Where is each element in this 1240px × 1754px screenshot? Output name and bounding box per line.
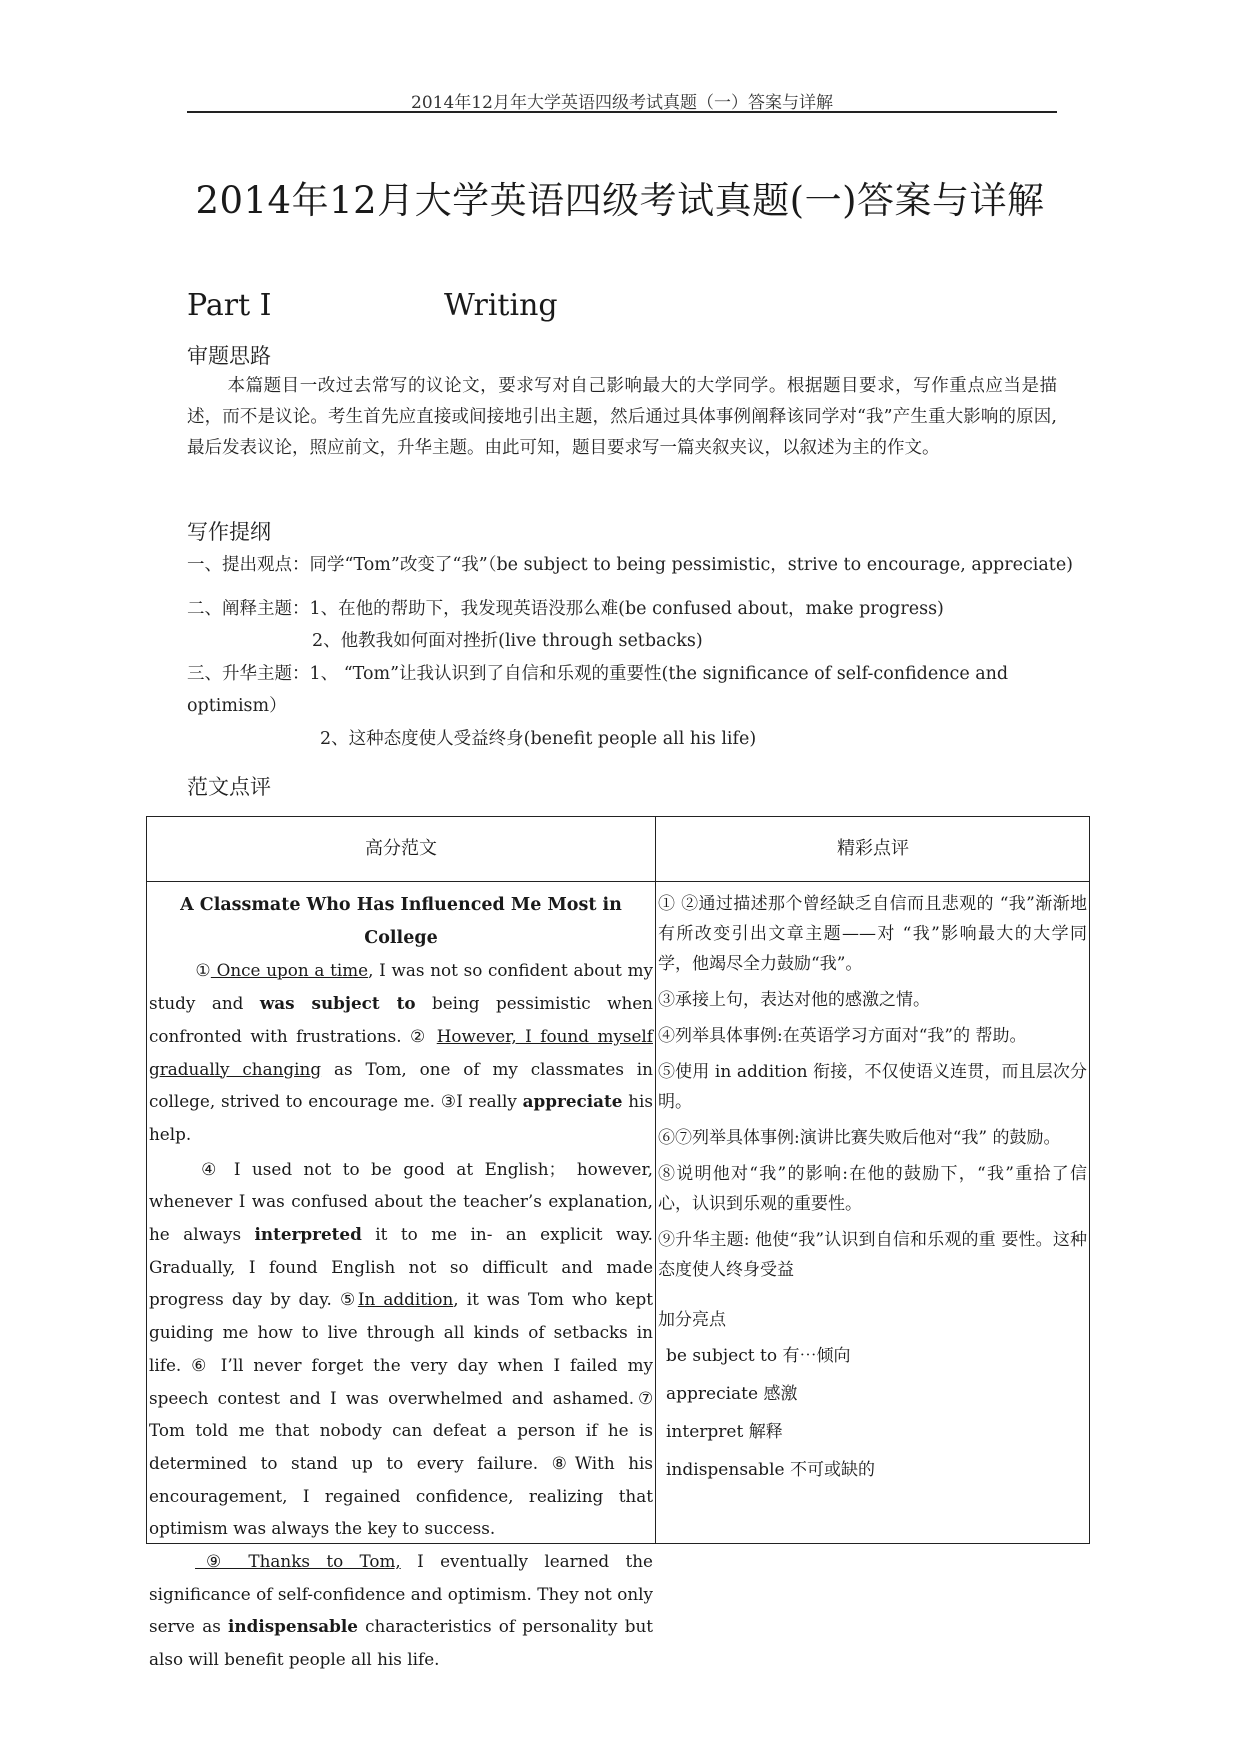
part-number: Part I (187, 288, 272, 323)
essay-text: it to me in- an explicit way. Gradually, I found English not so difficult and made progress day by day. ⑤ (149, 1224, 653, 1310)
column-header-comments: 精彩点评 (837, 838, 909, 859)
bold-phrase: was subject to (259, 993, 416, 1014)
analysis-text: 本篇题目一改过去常写的议论文，要求写对自己影响最大的大学同学。根据题目要求，写作重点应当是描述，而不是议论。考生首先应直接或间接地引出主题，然后通过具体事例阐释该同学对“我”产生重大影响的原因,最后发表议论，照应前文，升华主题。由此可知，题目要求写一篇夹叙夹议，以叙述为主的作文。 (187, 376, 1057, 458)
outline-line-5: optimism） (187, 696, 287, 716)
comments-column (658, 889, 1087, 1541)
bold-phrase: interpreted (254, 1224, 362, 1245)
sample-essay (149, 889, 654, 1670)
underlined-phrase: Once upon a time (210, 960, 369, 981)
essay-text: I eventually learned the significance of self-confidence and optimism. They not only serve as (149, 1551, 653, 1637)
comment-3: ④列举具体事例:在英语学习方面对“我”的 帮助。 (658, 1026, 1027, 1046)
comment-4: ⑤使用 in addition 衔接，不仅使语义连贯，而且层次分明。 (658, 1062, 1087, 1112)
vocab-item: interpret 解释 (666, 1422, 783, 1442)
underlined-phrase: ⑨ Thanks to Tom, (195, 1551, 401, 1572)
essay-text: ④ I used not to be good at English； however, whenever I was confused about the teacher’s explanation, he always (149, 1158, 653, 1245)
underlined-phrase: However, I found myself gradually changing (149, 1025, 653, 1079)
sample-heading: 范文点评 (187, 775, 271, 799)
column-divider (655, 817, 656, 1543)
essay-title: A Classmate Who Has Influenced Me Most in College (180, 895, 622, 948)
essay-text: , it was Tom who kept guiding me how to live through all kinds of setbacks in life. ⑥ I’ll never forget the very day when I failed my speech contest and I was overwhelmed and ashamed.⑦ Tom told me that nobody can defeat a person if he is determined to stand up to every failure. ⑧With his encouragement, I regained confidence, realizing that optimism was always the key to success. (149, 1289, 653, 1539)
outline-line-2: 二、阐释主题：1、在他的帮助下，我发现英语没那么难(be confused about，make progress) (187, 599, 944, 619)
highlights-heading: 加分亮点 (658, 1310, 726, 1330)
part-name: Writing (444, 288, 558, 323)
vocab-item: indispensable 不可或缺的 (666, 1460, 875, 1480)
running-header: 2014年12月年大学英语四级考试真题（一）答案与详解 (411, 93, 833, 113)
bold-phrase: appreciate (522, 1091, 623, 1112)
essay-text: his help. (149, 1091, 653, 1144)
spacer (658, 1291, 1087, 1305)
marker-1: ① (195, 960, 211, 981)
vocab-item: appreciate 感激 (666, 1384, 798, 1404)
analysis-heading: 审题思路 (187, 344, 271, 368)
column-header-essay: 高分范文 (365, 838, 437, 859)
comment-2: ③承接上句，表达对他的感激之情。 (658, 990, 930, 1010)
sample-essay-table (146, 816, 1090, 1670)
header-divider (147, 881, 1089, 882)
analysis-paragraph (187, 371, 1057, 464)
outline-line-1: 一、提出观点：同学“Tom”改变了“我”（be subject to being pessimistic，strive to encourage, appreciate) (187, 555, 1074, 575)
essay-text: , I was not so confident about my study and (149, 960, 654, 1014)
document-title: 2014年12月大学英语四级考试真题(一)答案与详解 (195, 179, 1045, 222)
header-rule (187, 111, 1057, 113)
outline-line-4: 三、升华主题：1、 “Tom”让我认识到了自信和乐观的重要性(the significance of self-confidence and (187, 664, 1009, 684)
essay-text: being pessimistic when confronted with frustrations. ② (149, 993, 653, 1046)
vocab-item: be subject to 有⋯倾向 (666, 1346, 851, 1366)
comment-5: ⑥⑦列举具体事例:演讲比赛失败后他对“我” 的鼓励。 (658, 1128, 1061, 1148)
comment-6: ⑧说明他对“我”的影响:在他的鼓励下，“我”重拾了信心，认识到乐观的重要性。 (658, 1164, 1087, 1214)
comment-7: ⑨升华主题: 他使“我”认识到自信和乐观的重 要性。这种态度使人终身受益 (658, 1230, 1087, 1280)
essay-paragraph-1 (149, 954, 653, 1150)
underlined-phrase: In addition (357, 1289, 454, 1310)
essay-text: as Tom, one of my classmates in college, strived to encourage me. ③I really (149, 1058, 653, 1112)
outline-line-6: 2、这种态度使人受益终身(benefit people all his life) (320, 729, 757, 749)
essay-paragraph-2 (149, 1153, 653, 1545)
essay-paragraph-3 (149, 1545, 653, 1676)
essay-text: characteristics of personality but also will benefit people all his life. (149, 1616, 654, 1670)
part-heading (187, 288, 558, 323)
outline-line-3: 2、他教我如何面对挫折(live through setbacks) (312, 631, 703, 651)
bold-phrase: indispensable (228, 1616, 358, 1637)
comment-1: ① ②通过描述那个曾经缺乏自信而且悲观的 “我”渐渐地有所改变引出文章主题——对 “我”影响最大的大学同学，他竭尽全力鼓励“我”。 (658, 894, 1087, 974)
outline-heading: 写作提纲 (187, 520, 271, 544)
